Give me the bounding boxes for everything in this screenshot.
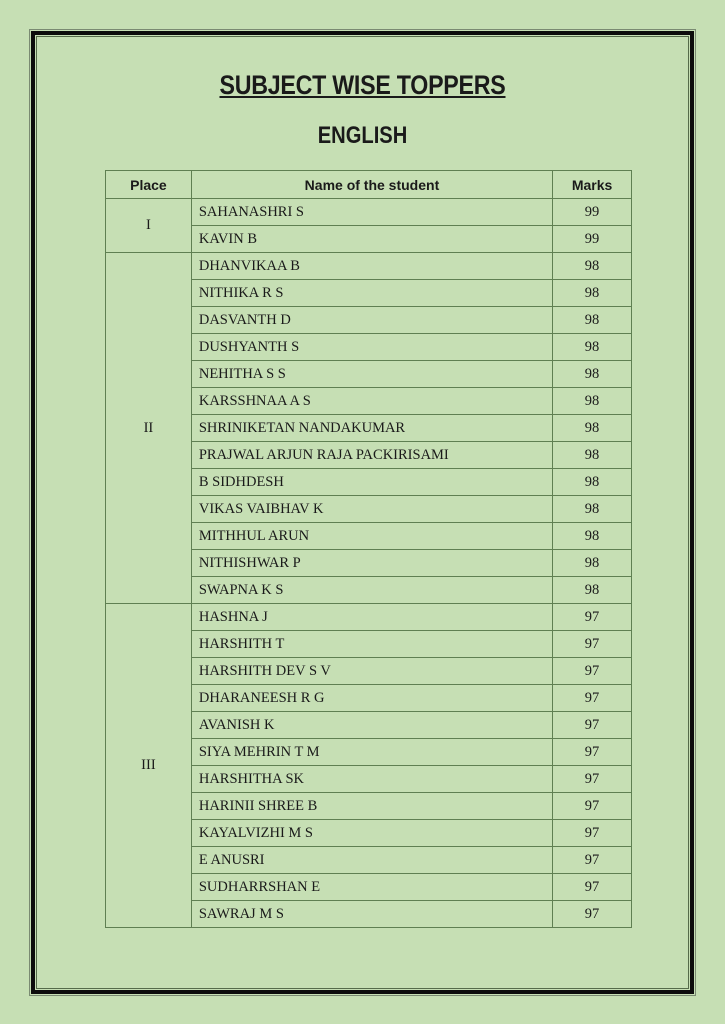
student-marks: 98 bbox=[553, 442, 632, 469]
student-marks: 98 bbox=[553, 523, 632, 550]
place-cell: II bbox=[106, 253, 192, 604]
student-marks: 98 bbox=[553, 334, 632, 361]
student-marks: 97 bbox=[553, 793, 632, 820]
student-name: DHARANEESH R G bbox=[191, 685, 552, 712]
student-name: AVANISH K bbox=[191, 712, 552, 739]
student-name: SHRINIKETAN NANDAKUMAR bbox=[191, 415, 552, 442]
student-name: HARSHITH DEV S V bbox=[191, 658, 552, 685]
student-marks: 97 bbox=[553, 631, 632, 658]
subject-heading: ENGLISH bbox=[317, 122, 408, 149]
header-marks: Marks bbox=[553, 171, 632, 199]
student-marks: 97 bbox=[553, 820, 632, 847]
student-name: B SIDHDESH bbox=[191, 469, 552, 496]
student-marks: 97 bbox=[553, 658, 632, 685]
student-marks: 98 bbox=[553, 280, 632, 307]
table-row bbox=[106, 604, 632, 631]
student-marks: 98 bbox=[553, 577, 632, 604]
student-marks: 98 bbox=[553, 415, 632, 442]
student-marks: 98 bbox=[553, 469, 632, 496]
student-marks: 97 bbox=[553, 739, 632, 766]
student-marks: 99 bbox=[553, 199, 632, 226]
student-name: SAHANASHRI S bbox=[191, 199, 552, 226]
student-marks: 97 bbox=[553, 874, 632, 901]
table-body bbox=[106, 199, 632, 928]
student-name: KAYALVIZHI M S bbox=[191, 820, 552, 847]
student-name: NITHIKA R S bbox=[191, 280, 552, 307]
table-header-row bbox=[106, 171, 632, 199]
toppers-table bbox=[105, 170, 632, 928]
student-name: E ANUSRI bbox=[191, 847, 552, 874]
student-marks: 97 bbox=[553, 766, 632, 793]
student-marks: 99 bbox=[553, 226, 632, 253]
student-name: HARINII SHREE B bbox=[191, 793, 552, 820]
student-name: HARSHITH T bbox=[191, 631, 552, 658]
student-name: SAWRAJ M S bbox=[191, 901, 552, 928]
student-marks: 97 bbox=[553, 847, 632, 874]
student-name: PRAJWAL ARJUN RAJA PACKIRISAMI bbox=[191, 442, 552, 469]
student-name: VIKAS VAIBHAV K bbox=[191, 496, 552, 523]
header-place: Place bbox=[106, 171, 192, 199]
student-marks: 98 bbox=[553, 253, 632, 280]
student-name: DASVANTH D bbox=[191, 307, 552, 334]
student-marks: 98 bbox=[553, 550, 632, 577]
student-marks: 97 bbox=[553, 901, 632, 928]
student-name: SUDHARRSHAN E bbox=[191, 874, 552, 901]
page-title: SUBJECT WISE TOPPERS bbox=[219, 70, 506, 100]
student-marks: 97 bbox=[553, 604, 632, 631]
student-name: KAVIN B bbox=[191, 226, 552, 253]
student-marks: 98 bbox=[553, 388, 632, 415]
student-name: HARSHITHA SK bbox=[191, 766, 552, 793]
student-name: DUSHYANTH S bbox=[191, 334, 552, 361]
student-marks: 98 bbox=[553, 307, 632, 334]
student-name: SIYA MEHRIN T M bbox=[191, 739, 552, 766]
student-name: KARSSHNAA A S bbox=[191, 388, 552, 415]
table-row bbox=[106, 253, 632, 280]
place-cell: I bbox=[106, 199, 192, 253]
header-name: Name of the student bbox=[191, 171, 552, 199]
student-name: HASHNA J bbox=[191, 604, 552, 631]
student-name: DHANVIKAA B bbox=[191, 253, 552, 280]
student-marks: 97 bbox=[553, 685, 632, 712]
student-name: SWAPNA K S bbox=[191, 577, 552, 604]
student-name: NEHITHA S S bbox=[191, 361, 552, 388]
student-marks: 97 bbox=[553, 712, 632, 739]
table-row bbox=[106, 199, 632, 226]
student-name: NITHISHWAR P bbox=[191, 550, 552, 577]
student-marks: 98 bbox=[553, 361, 632, 388]
student-marks: 98 bbox=[553, 496, 632, 523]
place-cell: III bbox=[106, 604, 192, 928]
student-name: MITHHUL ARUN bbox=[191, 523, 552, 550]
